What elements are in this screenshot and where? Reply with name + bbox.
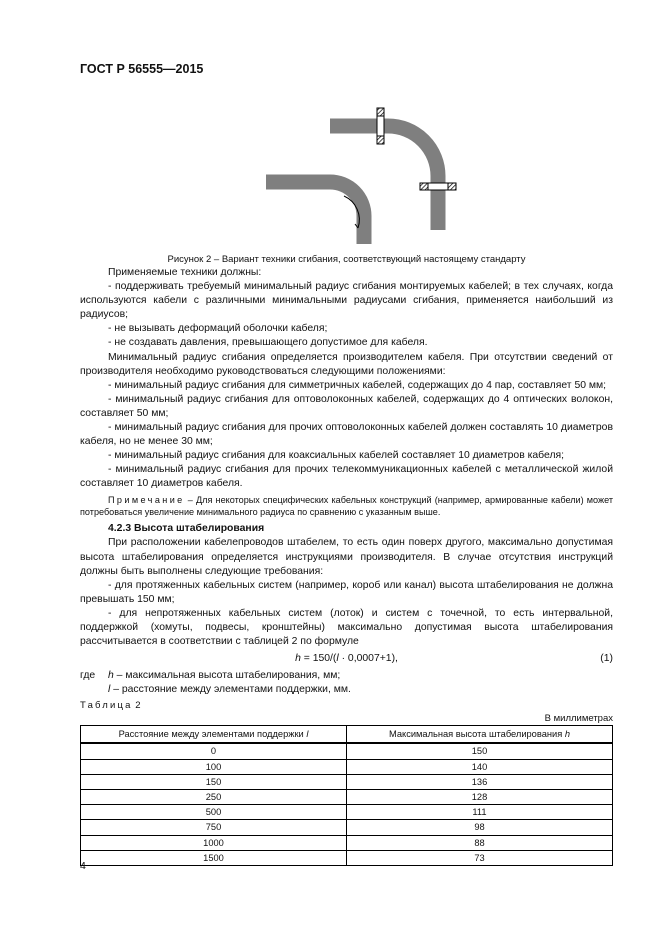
- list-item: - поддерживать требуемый минимальный радиус сгибания монтируемых кабелей; в тех случаях, когда используются кабели с различными минимальными радиусами сгибания, применяется наибольший из радиусов;: [80, 281, 613, 321]
- table-row: 250 128: [81, 790, 613, 805]
- note-text: – Для некоторых специфических кабельных конструкций (например, армированные кабели) может потребоваться увеличение минимального радиуса по сравнению с указанным выше.: [80, 494, 613, 517]
- table-units: В миллиметрах: [544, 713, 613, 725]
- list-item: - минимальный радиус сгибания для коаксиальных кабелей составляет 10 диаметров кабеля;: [108, 450, 565, 462]
- list-item: - для непротяженных кабельных систем (лоток) и систем с точечной, то есть интервальной, поддержкой (хомуты, подвесы, кронштейны) максимально допустимая высота штабелирования рассчитывается в соответствии с таблицей 2 по формуле: [80, 607, 613, 648]
- where-definitions: h – максимальная высота штабелирования, мм; l – расстояние между элементами поддержки, мм.: [108, 670, 351, 696]
- list-item: - минимальный радиус сгибания для симметричных кабелей, содержащих до 4 пар, составляет 50 мм;: [108, 379, 607, 391]
- bending-figure: [258, 106, 468, 246]
- table-row: 100 140: [81, 759, 613, 774]
- document-header: ГОСТ Р 56555—2015: [80, 62, 204, 76]
- table-row: 500 111: [81, 805, 613, 820]
- where-block: [80, 669, 613, 697]
- requirements-intro: Применяемые техники должны:: [108, 267, 262, 278]
- section-title: 4.2.3 Высота штабелирования: [108, 523, 265, 535]
- formula: [80, 652, 613, 669]
- table-row: 750 98: [81, 820, 613, 835]
- column-header-height: Максимальная высота штабелирования h: [347, 726, 613, 744]
- figure-caption: Рисунок 2 – Вариант техники сгибания, соответствующий настоящему стандарту: [167, 254, 526, 265]
- list-item: - не вызывать деформаций оболочки кабеля;: [108, 323, 328, 335]
- column-header-distance: Расстояние между элементами поддержки l: [81, 726, 347, 744]
- list-item: - не создавать давления, превышающего допустимое для кабеля.: [108, 337, 428, 349]
- formula-expression: h = 150/(l · 0,0007+1),: [295, 653, 398, 665]
- table-row: 1500 73: [81, 850, 613, 865]
- list-item: - для протяженных кабельных систем (например, короб или канал) высота штабелирования не должна превышать 150 мм;: [80, 579, 613, 605]
- where-label: где: [80, 670, 96, 682]
- note: [80, 494, 613, 519]
- main-text: [80, 266, 613, 866]
- table-label: Таблица 2: [80, 700, 141, 712]
- cable-clamp-side: [420, 183, 456, 190]
- table-row: 0 150: [81, 743, 613, 759]
- note-label: Примечание: [108, 494, 185, 505]
- table-row: 1000 88: [81, 835, 613, 850]
- stacking-table: [80, 725, 613, 866]
- cable-clamp-top: [377, 108, 384, 144]
- left-cable-bend: [266, 182, 364, 244]
- page-number: 4: [80, 860, 86, 872]
- list-item: - минимальный радиус сгибания для прочих оптоволоконных кабелей должен составлять 10 диаметров кабеля, но не менее 30 мм;: [80, 422, 613, 448]
- min-radius-intro: Минимальный радиус сгибания определяется производителем кабеля. При отсутствии сведений от производителя необходимо руководствоваться следующими положениями:: [80, 351, 613, 377]
- stack-intro: При расположении кабелепроводов штабелем, то есть один поверх другого, максимально допустимая высота штабелирования определяется инструкциями производителя. В случае отсутствия инструкций должны быть выполнены следующие требования:: [80, 537, 613, 577]
- table-row: 150 136: [81, 774, 613, 789]
- list-item: - минимальный радиус сгибания для оптоволоконных кабелей, содержащих до 4 оптических волокон, составляет 50 мм;: [80, 393, 613, 419]
- list-item: - минимальный радиус сгибания для прочих телекоммуникационных кабелей с металлической жилой составляет 10 диаметров кабеля.: [80, 464, 613, 490]
- formula-number: (1): [600, 653, 613, 665]
